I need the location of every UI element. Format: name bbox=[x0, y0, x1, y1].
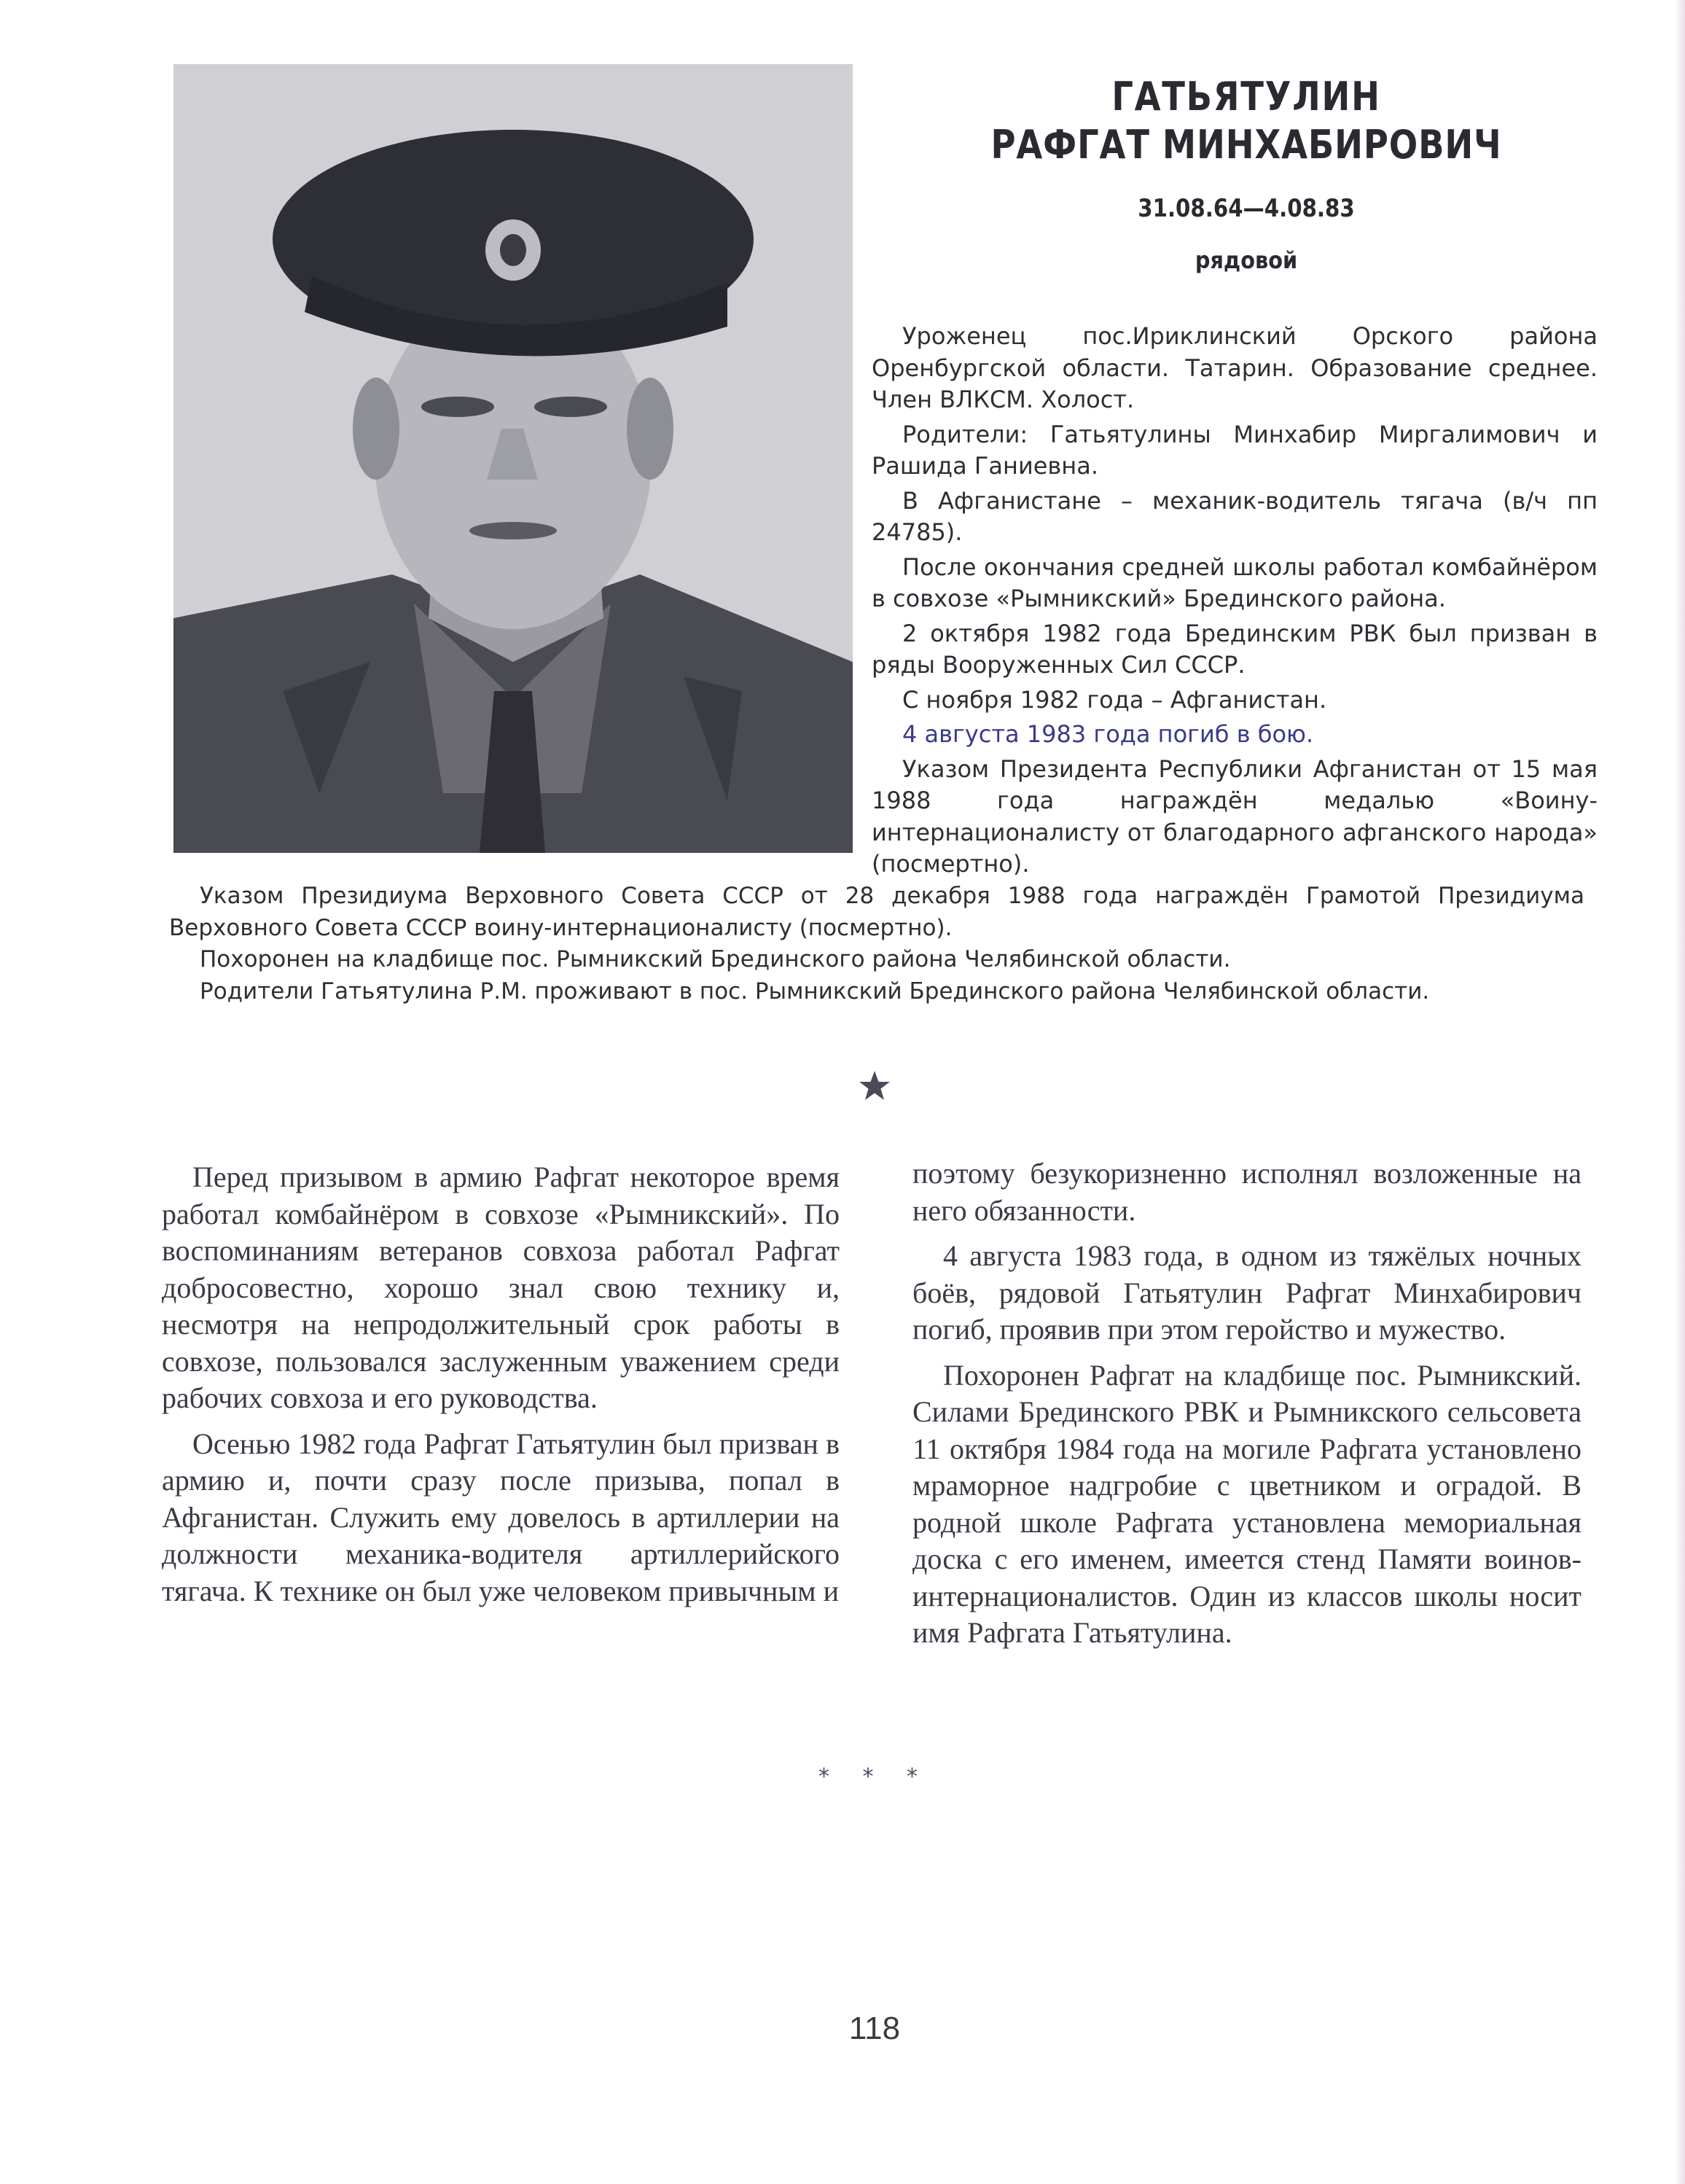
military-rank: рядовой bbox=[1195, 246, 1298, 274]
section-break-asterisks: * * * bbox=[818, 1764, 931, 1790]
surname-heading: ГАТЬЯТУЛИН bbox=[1111, 74, 1381, 120]
biography-header bbox=[918, 73, 1574, 274]
bio-paragraph-death: 4 августа 1983 года погиб в бою. bbox=[902, 720, 1314, 748]
bio-paragraph-burial: Похоронен на кладбище пос. Рымникский Брединского района Челябинской области. bbox=[200, 946, 1231, 972]
bio-paragraph-parents: Родители: Гатьятулины Минхабир Миргалимович и Рашида Ганиевна. bbox=[872, 420, 1598, 480]
bio-paragraph-medal: Указом Президента Республики Афганистан от 15 мая 1988 года награждён медалью «Воину-интернационалисту от благодарного афганского народа» (посмертно). bbox=[872, 754, 1598, 878]
portrait-illustration bbox=[173, 64, 853, 853]
article-paragraph: поэтому безукоризненно исполнял возложенные на него обязанности. bbox=[912, 1157, 1582, 1227]
star-icon bbox=[856, 1068, 893, 1104]
bio-paragraph-service: В Афганистане – механик-водитель тягача (в/ч пп 24785). bbox=[872, 486, 1598, 546]
bio-paragraph-origin: Уроженец пос.Ириклинский Орского района Оренбургской области. Татарин. Образование среднее. Член ВЛКСМ. Холост. bbox=[872, 322, 1598, 413]
biography-summary bbox=[872, 321, 1598, 884]
given-names-heading: РАФГАТ МИНХАБИРОВИЧ bbox=[990, 122, 1502, 168]
article-paragraph: Осенью 1982 года Рафгат Гатьятулин был призван в армию и, почти сразу после призыва, попал в Афганистан. Служить ему довелось в артиллерии на должности механика-водителя артиллерийского тягача. К технике он был уже человеком привычным и bbox=[162, 1427, 840, 1607]
article-right-column bbox=[912, 1155, 1582, 1661]
bio-paragraph-parents-residence: Родители Гатьятулина Р.М. проживают в пос. Рымникский Брединского района Челябинской области. bbox=[200, 978, 1430, 1005]
article-left-column bbox=[162, 1159, 840, 1618]
soldier-portrait-photo bbox=[173, 64, 853, 853]
article-paragraph: Перед призывом в армию Рафгат некоторое время работал комбайнёром в совхозе «Рымникский». По воспоминаниям ветеранов совхоза работал Рафгат добросовестно, хорошо знал свою технику и, несмотря на непродолжительный срок работы в совхозе, пользовался заслуженным уважением среди рабочих совхоза и его руководства. bbox=[162, 1161, 840, 1414]
article-paragraph: Похоронен Рафгат на кладбище пос. Рымникский. Силами Брединского РВК и Рымникского сельсовета 11 октября 1984 года на могиле Рафгата установлено мраморное надгробие с цветником и оградой. В родной школе Рафгата установлена мемориальная доска с его именем, имеется стенд Памяти воинов-интернационалистов. Один из классов школы носит имя Рафгата Гатьятулина. bbox=[912, 1358, 1582, 1649]
page-number: 118 bbox=[848, 2011, 901, 2046]
bio-paragraph-afghanistan: С ноября 1982 года – Афганистан. bbox=[902, 685, 1327, 714]
bio-paragraph-conscription: 2 октября 1982 года Брединским РВК был призван в ряды Вооруженных Сил СССР. bbox=[872, 619, 1598, 679]
life-dates: 31.08.64—4.08.83 bbox=[1138, 194, 1355, 223]
bio-paragraph-certificate: Указом Президиума Верховного Совета СССР от 28 декабря 1988 года награждён Грамотой Президиума Верховного Совета СССР воину-интернационалисту (посмертно). bbox=[169, 883, 1584, 941]
page-edge-shadow bbox=[1675, 0, 1685, 2184]
bio-paragraph-work: После окончания средней школы работал комбайнёром в совхозе «Рымникский» Брединского района. bbox=[872, 553, 1598, 612]
article-paragraph: 4 августа 1983 года, в одном из тяжёлых ночных боёв, рядовой Гатьятулин Рафгат Минхабирович погиб, проявив при этом геройство и мужество. bbox=[912, 1239, 1582, 1346]
biography-awards-burial bbox=[169, 881, 1584, 1007]
